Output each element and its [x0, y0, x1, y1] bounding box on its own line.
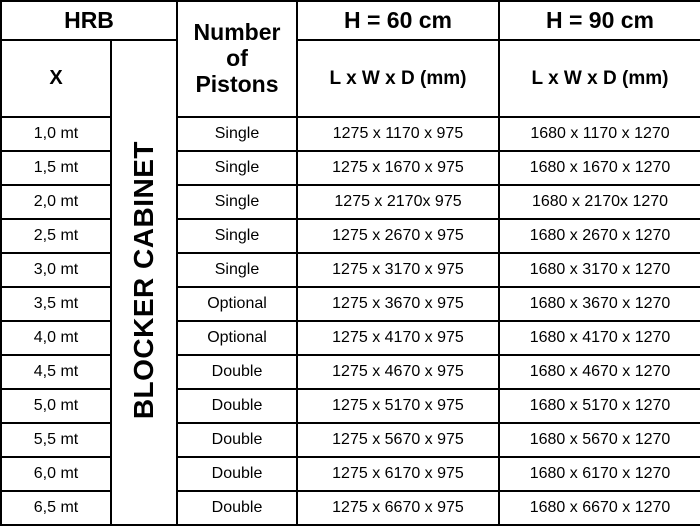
- table-row: [1, 151, 700, 185]
- row-pistons: Double: [177, 355, 297, 389]
- row-x: 6,0 mt: [1, 457, 111, 491]
- header-dims-h90: L x W x D (mm): [499, 40, 700, 117]
- row-pistons: Optional: [177, 321, 297, 355]
- table-row: [1, 321, 700, 355]
- row-h60-dims: 1275 x 4670 x 975: [297, 355, 499, 389]
- table-header-row-1: [1, 1, 700, 40]
- row-h60-dims: 1275 x 5170 x 975: [297, 389, 499, 423]
- row-h90-dims: 1680 x 4170 x 1270: [499, 321, 700, 355]
- row-h90-dims: 1680 x 3670 x 1270: [499, 287, 700, 321]
- table-row: [1, 389, 700, 423]
- header-hrb: HRB: [1, 1, 177, 40]
- row-pistons: Single: [177, 185, 297, 219]
- row-x: 2,0 mt: [1, 185, 111, 219]
- header-h60: H = 60 cm: [297, 1, 499, 40]
- row-pistons: Double: [177, 389, 297, 423]
- row-h90-dims: 1680 x 6170 x 1270: [499, 457, 700, 491]
- row-h60-dims: 1275 x 2670 x 975: [297, 219, 499, 253]
- row-pistons: Optional: [177, 287, 297, 321]
- row-x: 1,0 mt: [1, 117, 111, 151]
- row-x: 4,5 mt: [1, 355, 111, 389]
- row-h60-dims: 1275 x 6670 x 975: [297, 491, 499, 525]
- table-row: [1, 355, 700, 389]
- row-h90-dims: 1680 x 1670 x 1270: [499, 151, 700, 185]
- row-x: 5,5 mt: [1, 423, 111, 457]
- row-h90-dims: 1680 x 2670 x 1270: [499, 219, 700, 253]
- row-x: 3,5 mt: [1, 287, 111, 321]
- row-x: 6,5 mt: [1, 491, 111, 525]
- table-row: [1, 423, 700, 457]
- row-h60-dims: 1275 x 3670 x 975: [297, 287, 499, 321]
- row-h60-dims: 1275 x 1170 x 975: [297, 117, 499, 151]
- row-h60-dims: 1275 x 2170x 975: [297, 185, 499, 219]
- row-h60-dims: 1275 x 4170 x 975: [297, 321, 499, 355]
- row-pistons: Double: [177, 457, 297, 491]
- row-x: 1,5 mt: [1, 151, 111, 185]
- table-row: [1, 185, 700, 219]
- row-h90-dims: 1680 x 1170 x 1270: [499, 117, 700, 151]
- row-h90-dims: 1680 x 5670 x 1270: [499, 423, 700, 457]
- table-row: [1, 219, 700, 253]
- row-h90-dims: 1680 x 3170 x 1270: [499, 253, 700, 287]
- blocker-cabinet-label: BLOCKER CABINET: [128, 141, 159, 420]
- header-pistons-line-3: Pistons: [195, 70, 279, 97]
- row-pistons: Double: [177, 423, 297, 457]
- row-x: 2,5 mt: [1, 219, 111, 253]
- row-h60-dims: 1275 x 5670 x 975: [297, 423, 499, 457]
- row-h90-dims: 1680 x 4670 x 1270: [499, 355, 700, 389]
- row-h90-dims: 1680 x 2170x 1270: [499, 185, 700, 219]
- header-pistons-line-2: of: [226, 45, 248, 72]
- row-h60-dims: 1275 x 3170 x 975: [297, 253, 499, 287]
- table-row: [1, 491, 700, 525]
- row-pistons: Single: [177, 151, 297, 185]
- header-pistons-line-1: Number: [193, 19, 281, 46]
- row-x: 3,0 mt: [1, 253, 111, 287]
- table-row: [1, 117, 700, 151]
- table-row: [1, 457, 700, 491]
- blocker-cabinet-label-cell: [111, 40, 177, 525]
- row-h90-dims: 1680 x 6670 x 1270: [499, 491, 700, 525]
- table-row: [1, 287, 700, 321]
- header-number-of-pistons: [177, 1, 297, 117]
- header-h90: H = 90 cm: [499, 1, 700, 40]
- table-row: [1, 253, 700, 287]
- row-h60-dims: 1275 x 1670 x 975: [297, 151, 499, 185]
- row-pistons: Single: [177, 253, 297, 287]
- row-h90-dims: 1680 x 5170 x 1270: [499, 389, 700, 423]
- header-x: X: [1, 40, 111, 117]
- table-header-row-2: [1, 40, 700, 117]
- row-x: 5,0 mt: [1, 389, 111, 423]
- header-dims-h60: L x W x D (mm): [297, 40, 499, 117]
- row-pistons: Double: [177, 491, 297, 525]
- row-pistons: Single: [177, 117, 297, 151]
- row-x: 4,0 mt: [1, 321, 111, 355]
- row-h60-dims: 1275 x 6170 x 975: [297, 457, 499, 491]
- row-pistons: Single: [177, 219, 297, 253]
